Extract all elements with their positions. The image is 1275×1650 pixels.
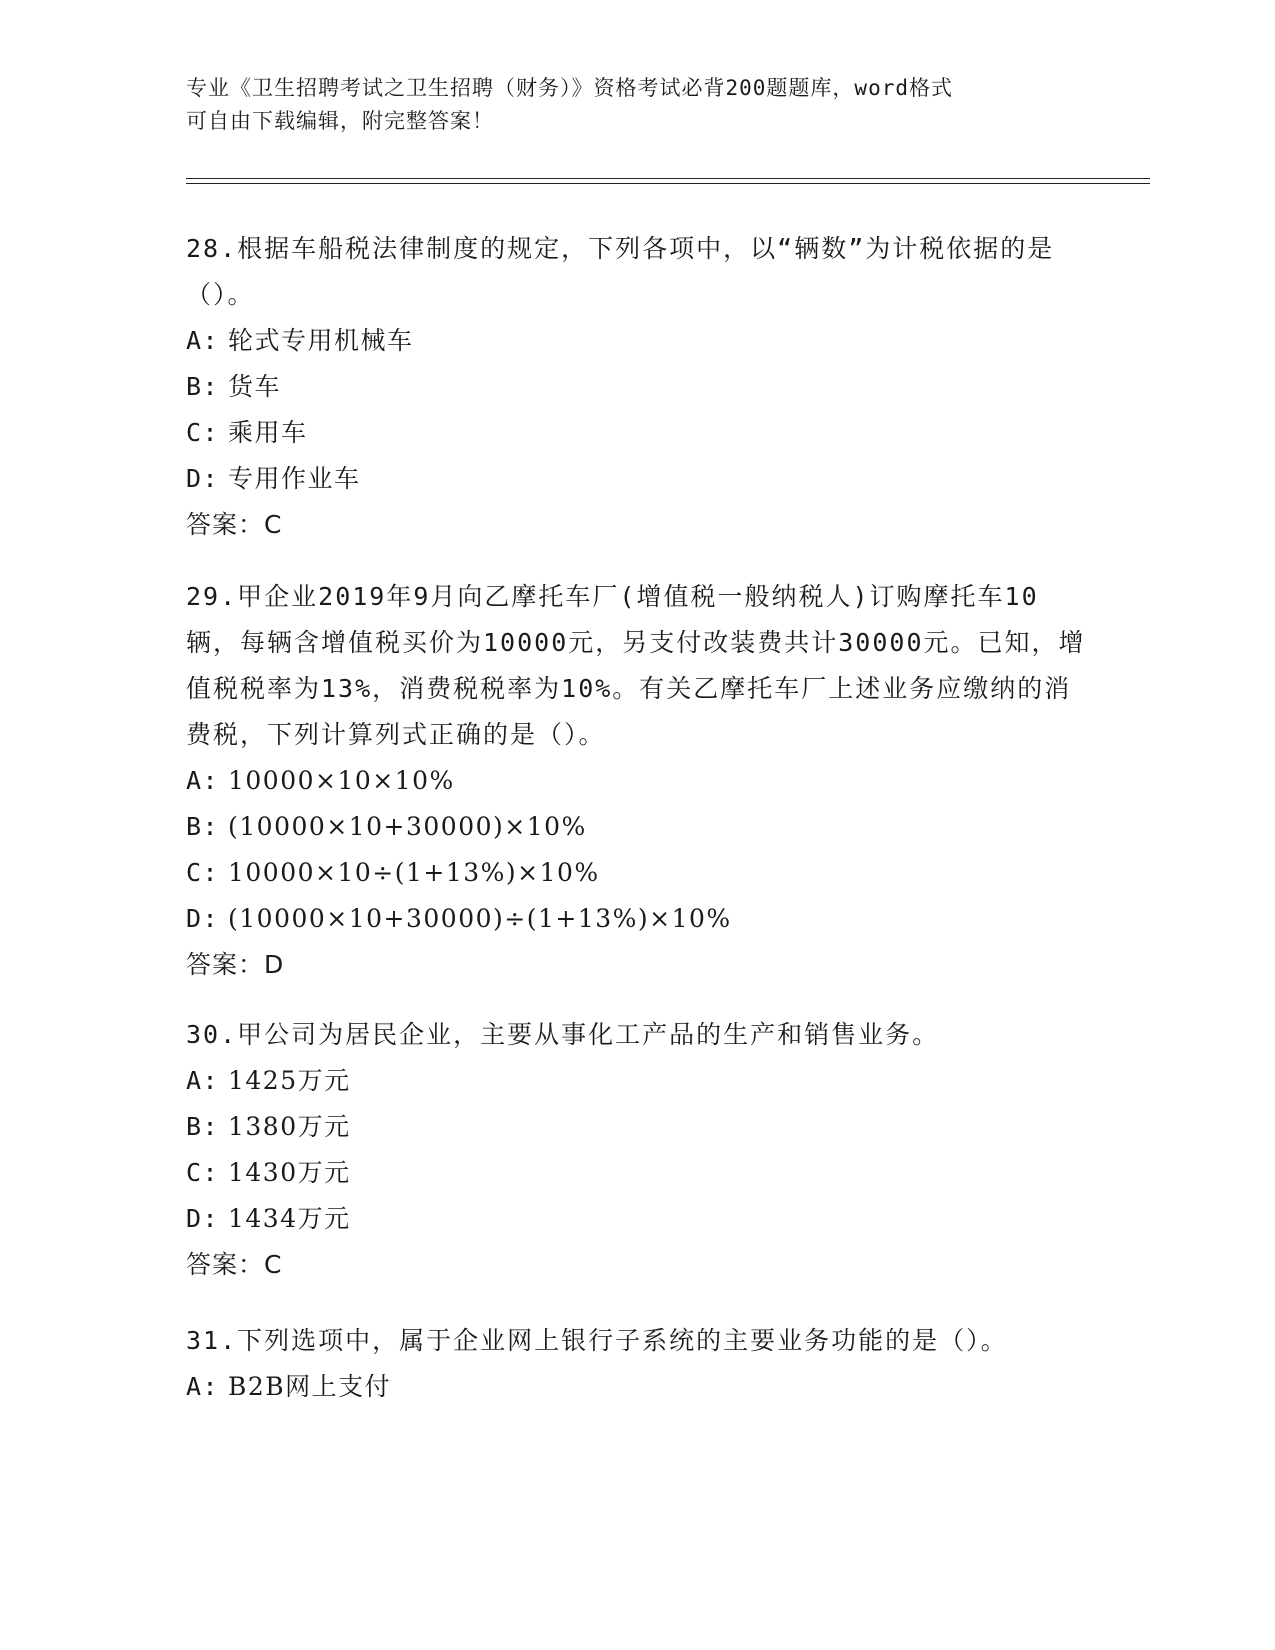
- option-a: [186, 758, 1086, 804]
- option-key: B:: [186, 372, 220, 401]
- option-text: 乘用车: [228, 418, 308, 447]
- option-text: (10000×10+30000)÷(1+13%)×10%: [228, 904, 732, 933]
- option-a: [186, 1058, 1086, 1104]
- option-b: [186, 804, 1086, 850]
- question-29: [186, 574, 1086, 988]
- answer: 答案：D: [186, 950, 285, 979]
- question-stem: 30.甲公司为居民企业，主要从事化工产品的生产和销售业务。: [186, 1020, 940, 1049]
- option-a: [186, 318, 1086, 364]
- question-stem: 29.甲企业2019年9月向乙摩托车厂(增值税一般纳税人)订购摩托车10辆，每辆含增值税买价为10000元，另支付改装费共计30000元。已知，增值税税率为13%，消费税税率为10%。有关乙摩托车厂上述业务应缴纳的消费税，下列计算列式正确的是（）。: [186, 582, 1086, 749]
- option-key: C:: [186, 1158, 220, 1187]
- option-text: 货车: [228, 372, 282, 401]
- option-key: B:: [186, 1112, 220, 1141]
- option-d: [186, 456, 1086, 502]
- header-divider-bottom: [186, 183, 1150, 184]
- option-key: A:: [186, 1372, 220, 1401]
- option-key: C:: [186, 858, 220, 887]
- option-key: B:: [186, 812, 220, 841]
- option-text: 1430万元: [228, 1158, 351, 1187]
- option-key: D:: [186, 904, 220, 933]
- option-text: 1434万元: [228, 1204, 351, 1233]
- option-text: 1380万元: [228, 1112, 351, 1141]
- option-key: D:: [186, 1204, 220, 1233]
- option-key: A:: [186, 326, 220, 355]
- option-c: [186, 1150, 1086, 1196]
- option-d: [186, 1196, 1086, 1242]
- option-text: 1425万元: [228, 1066, 351, 1095]
- question-30: [186, 1012, 1086, 1288]
- option-text: 10000×10÷(1+13%)×10%: [228, 858, 600, 887]
- option-key: A:: [186, 766, 220, 795]
- option-c: [186, 410, 1086, 456]
- answer: 答案：C: [186, 1250, 283, 1279]
- option-b: [186, 1104, 1086, 1150]
- document-header: [186, 72, 1086, 138]
- option-key: A:: [186, 1066, 220, 1095]
- option-text: (10000×10+30000)×10%: [228, 812, 587, 841]
- header-line-2: 可自由下载编辑，附完整答案！: [186, 109, 494, 133]
- header-line-1: 专业《卫生招聘考试之卫生招聘（财务）》资格考试必背200题题库，word格式: [186, 76, 953, 100]
- option-key: D:: [186, 464, 220, 493]
- option-text: B2B网上支付: [228, 1372, 392, 1401]
- option-text: 10000×10×10%: [228, 766, 455, 795]
- option-d: [186, 896, 1086, 942]
- option-b: [186, 364, 1086, 410]
- question-stem: 28.根据车船税法律制度的规定，下列各项中，以“辆数”为计税依据的是（）。: [186, 234, 1055, 309]
- answer: 答案：C: [186, 510, 283, 539]
- option-a: [186, 1364, 1086, 1410]
- question-28: [186, 226, 1086, 548]
- option-text: 专用作业车: [228, 464, 361, 493]
- question-stem: 31.下列选项中，属于企业网上银行子系统的主要业务功能的是（）。: [186, 1326, 1008, 1355]
- option-c: [186, 850, 1086, 896]
- option-text: 轮式专用机械车: [228, 326, 414, 355]
- header-divider-top: [186, 178, 1150, 179]
- question-31: [186, 1318, 1086, 1410]
- option-key: C:: [186, 418, 220, 447]
